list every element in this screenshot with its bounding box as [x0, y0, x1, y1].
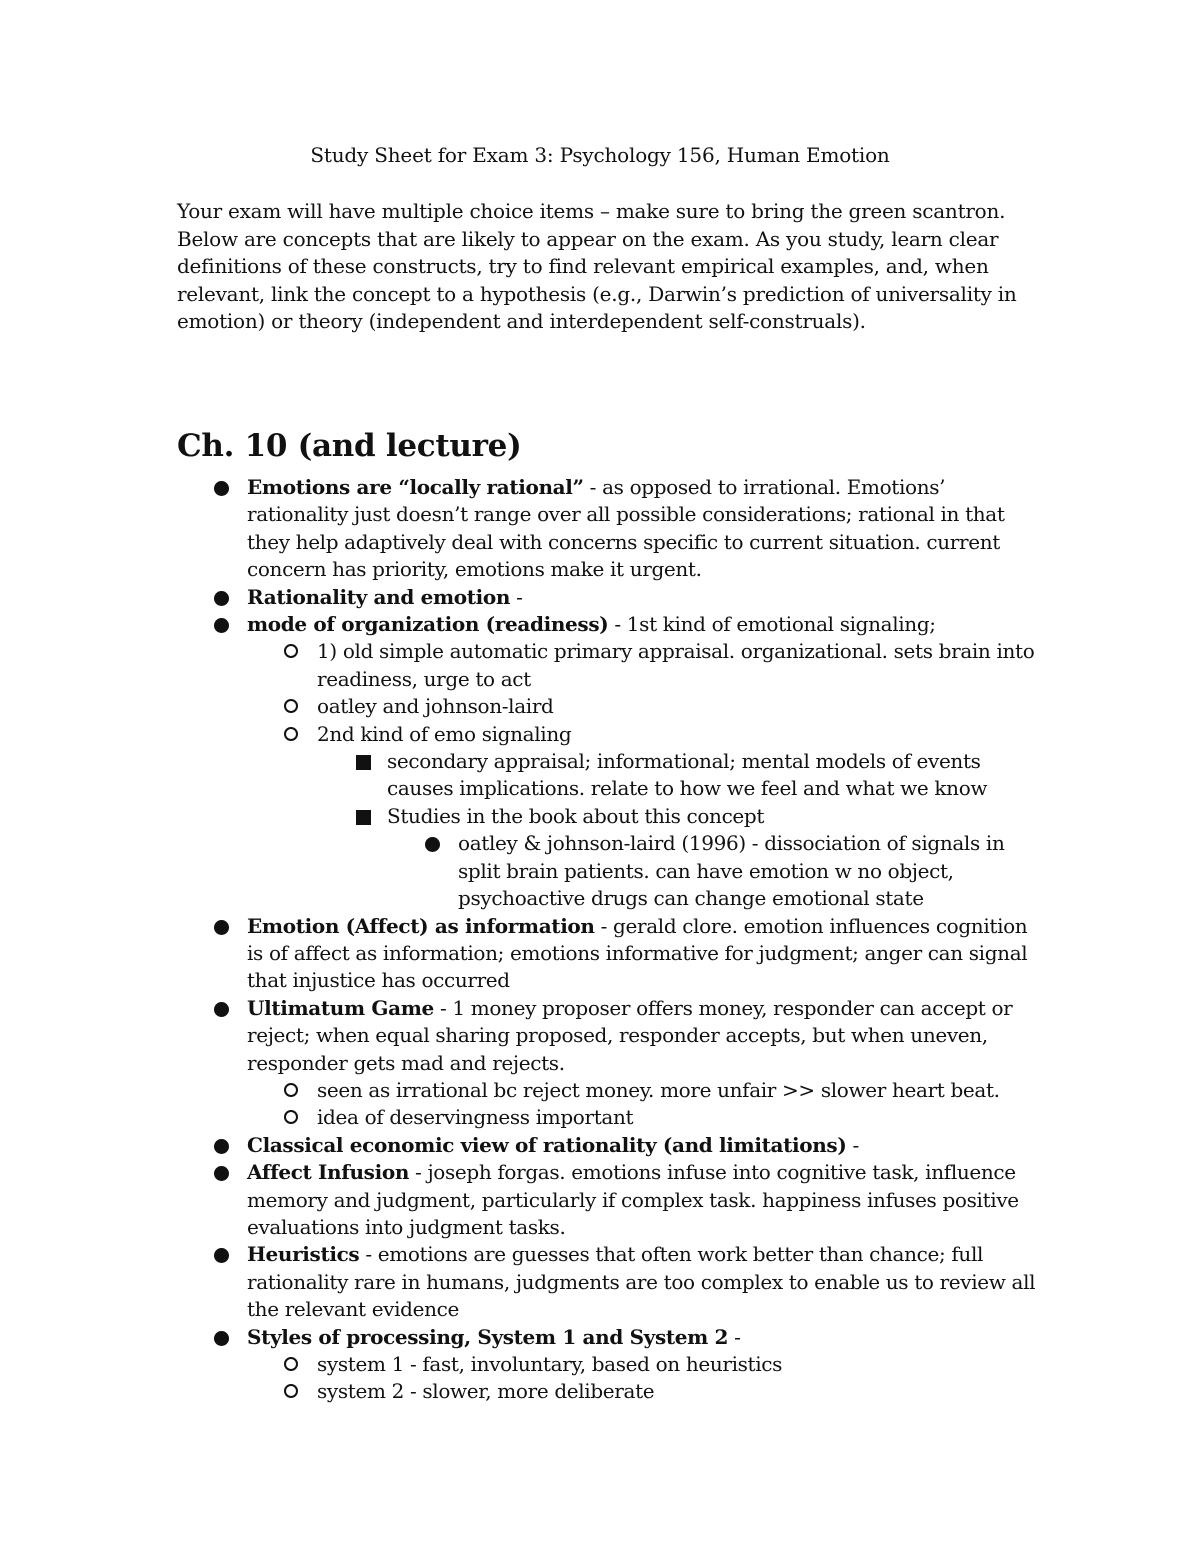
item-text: - emotions are guesses that often work better than chance; full rationality rare in humans, judgments are too complex to enable us to review all the relevant evidence — [247, 1242, 1036, 1322]
hollow-circle-bullet-icon — [284, 1083, 298, 1097]
concept-list — [0, 474, 1200, 1406]
item-text: 1) old simple automatic primary appraisal. organizational. sets brain into readiness, urge to act — [317, 639, 1035, 691]
filled-circle-bullet-icon — [425, 837, 440, 852]
hollow-circle-bullet-icon — [284, 1384, 298, 1398]
item-text: secondary appraisal; informational; mental models of events causes implications. relate to how we feel and what we know — [387, 749, 988, 801]
item-term: mode of organization (readiness) — [247, 612, 609, 637]
item-text: - as opposed to irrational. Emotions’ rationality just doesn’t range over all possible considerations; rational in that they help adaptively deal with concerns specific to current situation. current concern has priority, emotions make it urgent. — [247, 475, 1005, 582]
section-heading: Ch. 10 (and lecture) — [177, 428, 522, 464]
list-item — [0, 584, 1037, 611]
item-term: Ultimatum Game — [247, 995, 434, 1020]
intro-line: Your exam will have multiple choice items – make sure to bring the green scantron. — [177, 199, 1006, 223]
list-item — [0, 611, 1037, 638]
hollow-circle-bullet-icon — [284, 1110, 298, 1124]
filled-circle-bullet-icon — [214, 481, 229, 496]
item-term: Classical economic view of rationality (and limitations) — [247, 1132, 847, 1157]
filled-circle-bullet-icon — [214, 1139, 229, 1154]
list-item — [0, 803, 1037, 830]
item-term: Styles of processing, System 1 and System 2 — [247, 1324, 729, 1349]
list-item — [0, 830, 1038, 912]
item-text: - 1st kind of emotional signaling; — [608, 612, 936, 637]
intro-line: Below are concepts that are likely to appear on the exam. As you study, learn clear — [177, 226, 999, 251]
intro-paragraph — [177, 198, 1037, 336]
list-item — [0, 721, 1037, 748]
item-text: oatley and johnson-laird — [317, 694, 554, 719]
list-item — [0, 1104, 1037, 1131]
filled-circle-bullet-icon — [214, 1248, 229, 1263]
list-item — [0, 1077, 1037, 1104]
list-item — [0, 1159, 1037, 1241]
item-text: system 1 - fast, involuntary, based on heuristics — [317, 1352, 783, 1376]
filled-circle-bullet-icon — [214, 920, 229, 935]
item-term: Heuristics — [247, 1242, 360, 1267]
item-text: - joseph forgas. emotions infuse into cognitive task, influence memory and judgment, particularly if complex task. happiness infuses positive evaluations into judgment tasks. — [247, 1160, 1019, 1239]
list-item — [0, 995, 1037, 1077]
hollow-circle-bullet-icon — [284, 699, 298, 713]
item-text: system 2 - slower, more deliberate — [317, 1379, 655, 1404]
filled-circle-bullet-icon — [214, 1166, 229, 1181]
item-text: Studies in the book about this concept — [387, 803, 765, 828]
square-bullet-icon — [356, 810, 371, 825]
document-title: Study Sheet for Exam 3: Psychology 156, Human Emotion — [310, 143, 890, 167]
item-term: Emotions are “locally rational” — [247, 475, 584, 499]
list-item — [0, 1324, 1037, 1351]
item-text: - — [728, 1324, 741, 1349]
item-text: - gerald clore. emotion influences cognition is of affect as information; emotions informative for judgment; anger can signal that injustice has occurred — [247, 913, 1028, 993]
list-item — [0, 638, 1037, 693]
hollow-circle-bullet-icon — [284, 1357, 298, 1371]
list-item — [0, 693, 1037, 720]
filled-circle-bullet-icon — [214, 618, 229, 633]
hollow-circle-bullet-icon — [284, 727, 298, 741]
intro-line: relevant, link the concept to a hypothesis (e.g., Darwin’s prediction of universality in — [177, 281, 1017, 306]
filled-circle-bullet-icon — [214, 591, 229, 606]
list-item — [0, 1378, 1037, 1405]
item-text: - — [510, 584, 523, 609]
list-item — [0, 748, 1037, 803]
item-term: Affect Infusion — [247, 1160, 410, 1185]
intro-line: emotion) or theory (independent and interdependent self-construals). — [177, 309, 866, 334]
item-text: - — [846, 1132, 859, 1157]
list-item — [0, 1241, 1037, 1323]
filled-circle-bullet-icon — [214, 1331, 229, 1346]
item-term: Emotion (Affect) as information — [247, 913, 595, 938]
item-text: - 1 money proposer offers money, responder can accept or reject; when equal sharing proposed, responder accepts, but when uneven, responder gets mad and rejects. — [247, 995, 1013, 1075]
item-term: Rationality and emotion — [247, 584, 511, 609]
square-bullet-icon — [356, 755, 371, 770]
list-item — [0, 474, 1037, 584]
item-text: 2nd kind of emo signaling — [317, 721, 572, 746]
item-text: seen as irrational bc reject money. more unfair >> slower heart beat. — [317, 1077, 1000, 1102]
item-text: oatley & johnson-laird (1996) - dissociation of signals in split brain patients. can have emotion w no object, psychoactive drugs can change emotional state — [458, 831, 1005, 911]
hollow-circle-bullet-icon — [284, 644, 298, 658]
intro-line: definitions of these constructs, try to find relevant empirical examples, and, when — [177, 254, 989, 279]
list-item — [0, 1132, 1037, 1159]
list-item — [0, 913, 1037, 995]
list-item — [0, 1351, 1037, 1378]
filled-circle-bullet-icon — [214, 1002, 229, 1017]
item-text: idea of deservingness important — [317, 1105, 634, 1130]
